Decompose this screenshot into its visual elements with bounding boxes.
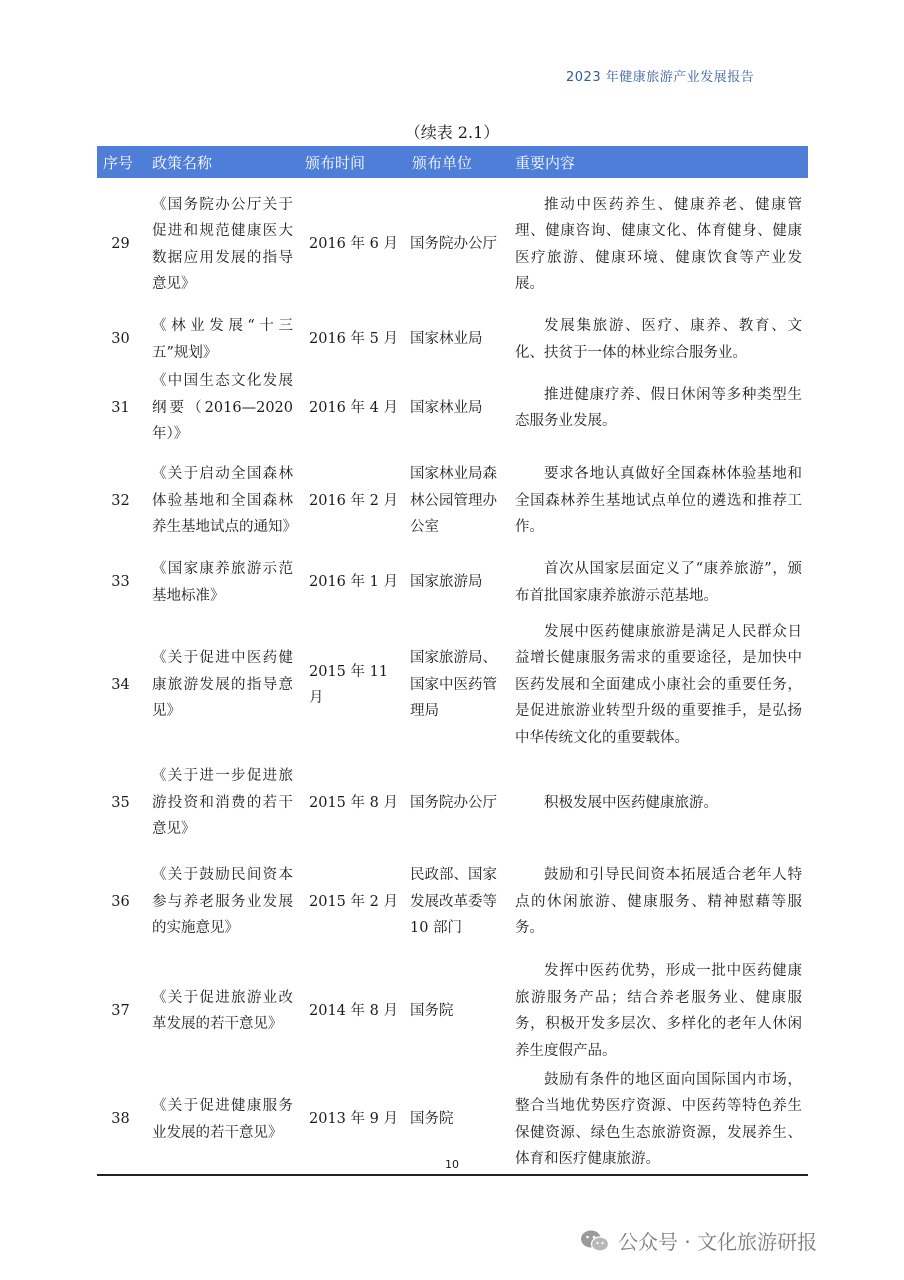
policy-name: 《中国生态文化发展纲要（2016—2020 年）》 [152,373,293,443]
key-content: 鼓励和引导民间资本拓展适合老年人特点的休闲旅游、健康服务、精神慰藉等服务。 [515,867,802,937]
key-content: 发展集旅游、医疗、康养、教育、文化、扶贫于一体的林业综合服务业。 [515,318,802,361]
table-row [97,368,808,448]
policy-name: 《关于促进中医药健康旅游发展的指导意见》 [152,650,293,720]
issuer: 民政部、国家发展改革委等 10 部门 [410,867,497,937]
key-content: 要求各地认真做好全国森林体验基地和全国森林养生基地试点单位的遴选和推荐工作。 [515,466,802,536]
issue-date: 2015 年 2 月 [309,893,398,910]
issuer: 国务院办公厅 [410,236,497,253]
issuer: 国务院办公厅 [410,794,497,811]
issuer: 国家林业局 [410,331,483,348]
row-number: 37 [111,1002,130,1019]
issue-date: 2015 年 8 月 [309,794,398,811]
issuer: 国家旅游局 [410,574,483,591]
row-number: 36 [111,893,130,910]
issue-date: 2016 年 6 月 [309,236,398,253]
row-number: 29 [111,236,130,253]
issuer: 国务院 [410,1002,454,1019]
table-row [97,448,808,554]
table-row [97,178,808,311]
key-content: 发展中医药健康旅游是满足人民群众日益增长健康服务需求的重要途径，是加快中医药发展和全面建成小康社会的重要任务，是促进旅游业转型升级的重要推手，是弘扬中华传统文化的重要载体。 [515,623,802,746]
policy-name: 《关于进一步促进旅游投资和消费的若干意见》 [152,768,293,838]
key-content: 鼓励有条件的地区面向国际国内市场，整合当地优势医疗资源、中医药等特色养生保健资源、绿色生态旅游资源，发展养生、体育和医疗健康旅游。 [507,1065,808,1175]
column-header-number: 序号 [103,153,134,172]
policy-name: 《国务院办公厅关于促进和规范健康医大数据应用发展的指导意见》 [152,196,293,292]
column-header-policy-name: 政策名称 [152,153,213,172]
policy-name: 《国家康养旅游示范基地标准》 [152,561,293,604]
row-number: 32 [111,492,130,509]
key-content: 积极发展中医药健康旅游。 [544,794,718,811]
policy-name: 《关于启动全国森林体验基地和全国森林养生基地试点的通知》 [152,466,297,536]
table-header-row [97,146,808,178]
issue-date: 2016 年 2 月 [309,492,398,509]
key-content: 首次从国家层面定义了“康养旅游”，颁布首批国家康养旅游示范基地。 [515,561,802,604]
row-number: 38 [97,1065,144,1175]
row-number: 33 [111,574,130,591]
table-row [97,311,808,368]
issuer: 国务院 [404,1065,507,1175]
row-number: 31 [111,399,130,416]
column-header-issue-date: 颁布时间 [305,153,366,172]
issue-date: 2015 年 11 月 [309,663,389,706]
policy-name: 《关于促进旅游业改革发展的若干意见》 [152,989,293,1032]
issuer: 国家林业局森林公园管理办公室 [410,466,497,536]
policy-name: 《关于鼓励民间资本参与养老服务业发展的实施意见》 [152,867,293,937]
issue-date: 2013 年 9 月 [297,1065,404,1175]
watermark-text: 公众号 · 文化旅游研报 [618,1230,818,1254]
table-row [97,554,808,611]
wechat-icon [580,1229,610,1253]
page-number: 10 [445,1158,459,1171]
policy-name: 《林业发展“十三五”规划》 [152,318,293,361]
issue-date: 2014 年 8 月 [309,1002,398,1019]
watermark [580,1226,817,1255]
row-number: 30 [111,331,130,348]
column-header-key-content: 重要内容 [515,153,576,172]
policy-table [97,146,808,1176]
table-row [97,847,808,957]
column-header-issuer: 颁布单位 [412,153,473,172]
issue-date: 2016 年 4 月 [309,399,398,416]
issue-date: 2016 年 5 月 [309,331,398,348]
table-row [97,759,808,847]
issue-date: 2016 年 1 月 [309,574,398,591]
issuer: 国家林业局 [410,399,483,416]
row-number: 34 [111,676,130,693]
key-content: 推动中医药养生、健康养老、健康管理、健康咨询、健康文化、体育健身、健康医疗旅游、健康环境、健康饮食等产业发展。 [515,196,802,292]
policy-name: 《关于促进健康服务业发展的若干意见》 [144,1065,297,1175]
key-content: 推进健康疗养、假日休闲等多种类型生态服务业发展。 [515,386,802,429]
issuer: 国家旅游局、国家中医药管理局 [410,650,497,720]
table-row [97,957,808,1065]
key-content: 发挥中医药优势，形成一批中医药健康旅游服务产品；结合养老服务业、健康服务，积极开发多层次、多样化的老年人休闲养生度假产品。 [515,963,802,1059]
row-number: 35 [111,794,130,811]
table-caption: （续表 2.1） [404,123,500,142]
report-header-title: 2023 年健康旅游产业发展报告 [566,70,755,85]
table-row [97,611,808,759]
